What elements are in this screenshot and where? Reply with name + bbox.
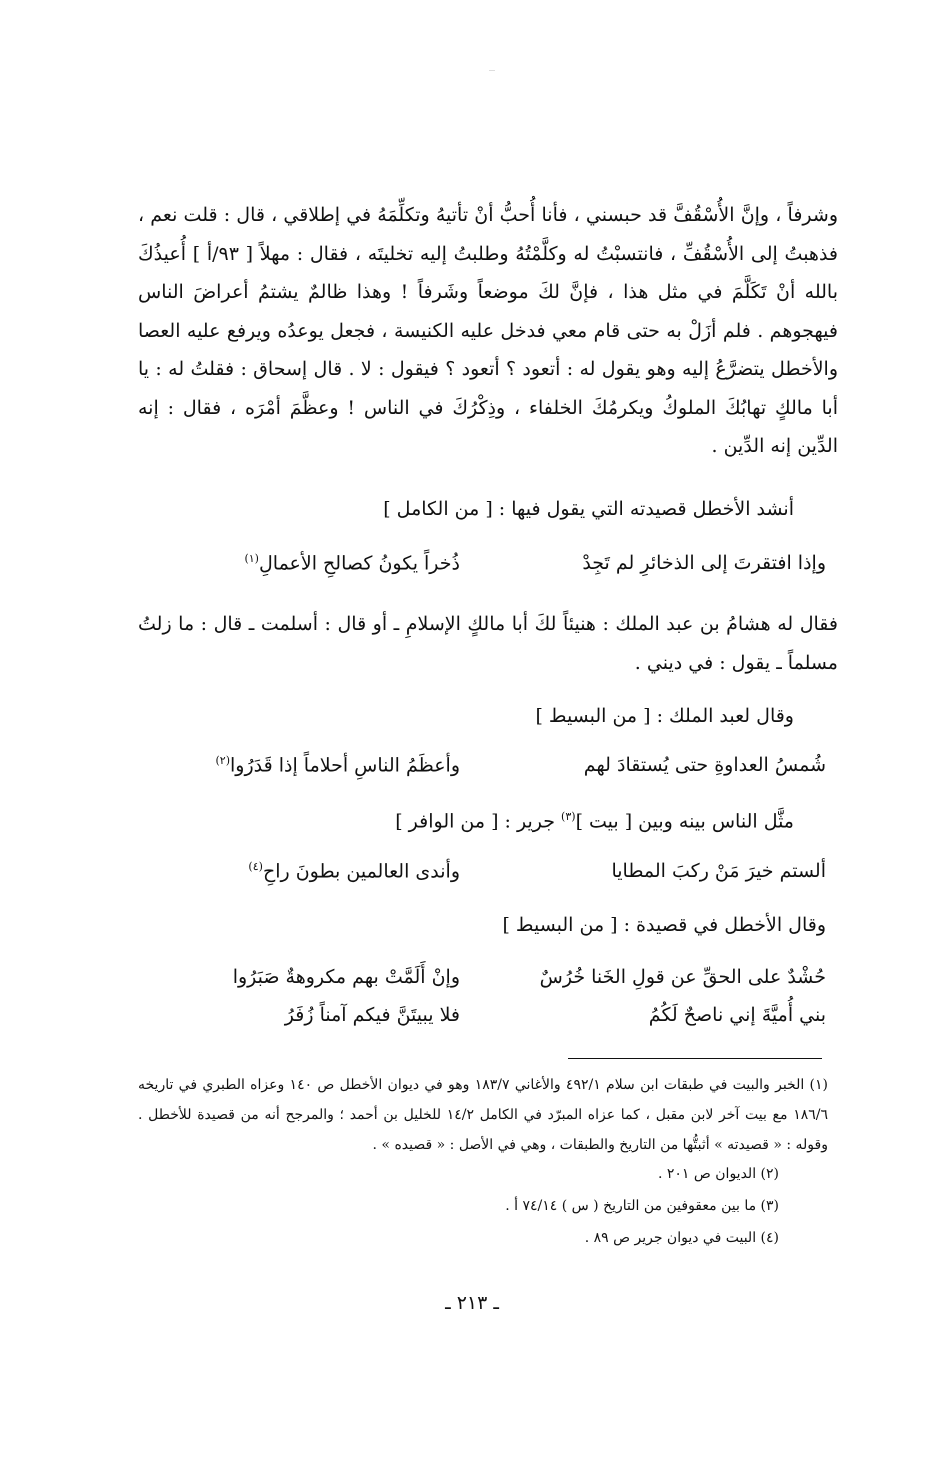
intro-text: مثَّل الناس بينه وبين [ بيت ] <box>575 810 794 833</box>
poem-intro-4: وقال الأخطل في قصيدة : [ من البسيط ] <box>502 914 826 936</box>
prose-paragraph: فقال له هشامُ بن عبد الملك : هنيئاً لكَ أبا مالكٍ الإسلامِ ـ أو قال : أسلمت ـ قال : ما زلتُ مسلماً ـ يقول : في ديني . <box>138 613 838 674</box>
poem-intro-2: وقال لعبد الملك : [ من البسيط ] <box>535 705 794 727</box>
footnote-ref: (٤) <box>248 860 263 873</box>
verse-1-second-hemistich <box>244 552 460 574</box>
verse-4a-first-hemistich: حُشْدٌ على الحقِّ عن قولِ الخَنا خُرُسٌ <box>539 966 826 988</box>
footnote-ref: (٣) <box>561 810 576 823</box>
prose-paragraph-2 <box>138 605 838 682</box>
main-prose <box>138 196 838 466</box>
verse-2-first-hemistich: شُمسُ العداوةِ حتى يُستقادَ لهم <box>583 754 826 776</box>
verse-text: ذُخراً يكونُ كصالحِ الأعمالِ <box>258 552 460 575</box>
poem-intro-3 <box>395 810 794 832</box>
poem-intro-1: أنشد الأخطل قصيدته التي يقول فيها : [ من الكامل ] <box>383 498 794 520</box>
footnote-ref: (٢) <box>215 754 230 767</box>
prose-paragraph: وشرفاً ، وإنَّ الأُسْقُفَّ قد حبسني ، فأنا أُحبُّ أنْ تأتيهُ وتكلِّمَهُ في إطلاقي ، قال : قلت نعم ، فذهبتُ إلى الأُسْقُفِّ ، فانتسبْتُ له وكلَّمْتُهُ وطلبتُ إليه تخليتَه ، فقال : مهلاً [ ٩٣/أ ] أُعيذُكَ بالله أنْ تَكَلَّمَ في مثل هذا ، فإنَّ لكَ موضعاً وشَرفاً ! وهذا ظالمٌ يشتمُ أعراضَ الناس فيهجوهم . فلم أزَلْ به حتى قام معي فدخل عليه الكنيسة ، فجعل يوعدُه ويرفع عليه العصا والأخطل يتضرَّعُ إليه وهو يقول له : أتعود ؟ أتعود ؟ فيقول : لا . قال إسحاق : فقلتُ له : يا أبا مالكٍ تهابُكَ الملوكُ ويكرمُكَ الخلفاء ، وذِكْرُكَ في الناس ! وعظَّمَ أمْرَه ، فقال : إنه الدِّين إنه الدِّين . <box>138 204 838 457</box>
verse-2-second-hemistich <box>215 754 460 776</box>
verse-4b-first-hemistich: بني أُميَّةَ إني ناصحٌ لَكُمُ <box>648 1004 826 1026</box>
footnote-1: (١) الخبر والبيت في طبقات ابن سلام ٤٩٢/١ والأغاني ١٨٣/٧ وهو في ديوان الأخطل ص ١٤٠ وعزاه الطبري في تاريخه ١٨٦/٦ مع بيت آخر لابن مقبل ، كما عزاه المبرّد في الكامل ١٤/٢ للخليل بن أحمد ؛ والمرجح أنه من قصيدة للأخطل . وقوله : « قصيدته » أثبتُّها من التاريخ والطبقات ، وهي في الأصل : « قصيده » . <box>138 1077 828 1153</box>
footnote-3: (٣) ما بين معقوفين من التاريخ ( س ) ٧٤/١٤ أ . <box>505 1198 779 1214</box>
footnote-ref: (١) <box>244 552 259 565</box>
footnote-2: (٢) الديوان ص ٢٠١ . <box>657 1166 779 1182</box>
footnote-divider <box>568 1058 822 1059</box>
verse-3-second-hemistich <box>248 860 460 882</box>
verse-4b-second-hemistich: فلا يبيتَنَّ فيكم آمناً زُفَرُ <box>284 1004 460 1026</box>
intro-text: جرير : [ من الوافر ] <box>395 810 562 833</box>
verse-1-first-hemistich: وإذا افتقرتَ إلى الذخائرِ لم تَجِدْ <box>582 552 826 574</box>
page-number: ـ ٢١٣ ـ <box>445 1292 499 1314</box>
scan-speck <box>489 70 495 71</box>
footnotes <box>138 1070 828 1160</box>
verse-text: وأندى العالمين بطونَ راحِ <box>262 860 460 883</box>
footnote-4: (٤) البيت في ديوان جرير ص ٨٩ . <box>584 1230 779 1246</box>
verse-3-first-hemistich: ألستم خيرَ مَنْ ركبَ المطايا <box>611 860 826 882</box>
verse-4a-second-hemistich: وإنْ أَلَمَّتْ بهم مكروهةٌ صَبَرُوا <box>232 966 460 988</box>
verse-text: وأعظَمُ الناسِ أحلاماً إذا قَدَرُوا <box>230 754 460 777</box>
